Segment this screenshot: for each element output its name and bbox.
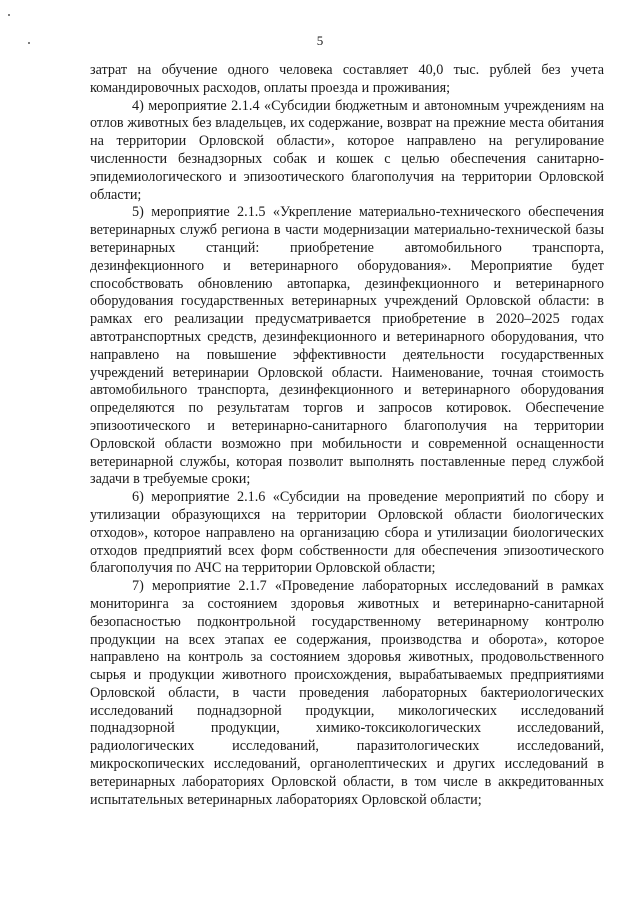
document-body xyxy=(90,62,604,809)
paragraph-measure-2-1-4: 4) мероприятие 2.1.4 «Субсидии бюджетным и автономным учреждениям на отлов животных без владельцев, их содержание, возврат на прежние места обитания на территории Орловской области», которое направлено на регулирование численности безнадзорных собак и кошек с целью обеспечения санитарно-эпидемиологического и эпизоотического благополучия на территории Орловской области; xyxy=(90,97,604,203)
page-number: 5 xyxy=(316,33,324,48)
paragraph-measure-2-1-6: 6) мероприятие 2.1.6 «Субсидии на проведение мероприятий по сбору и утилизации образующихся на территории Орловской области биологических отходов», которое направлено на организацию сбора и утилизации биологических отходов предприятий всех форм собственности для обеспечения эпизоотического благополучия по АЧС на территории Орловской области; xyxy=(90,489,604,577)
paragraph-continuation: затрат на обучение одного человека составляет 40,0 тыс. рублей без учета командировочных расходов, оплаты проезда и проживания; xyxy=(90,62,604,96)
paragraph-measure-2-1-5: 5) мероприятие 2.1.5 «Укрепление материально-технического обеспечения ветеринарных служб региона в части модернизации материально-технической базы ветеринарных станций: приобретение автомобильного транспорта, дезинфекционного и ветеринарного оборудования». Мероприятие будет способствовать обновлению автопарка, дезинфекционного и ветеринарного оборудования государственных ветеринарных учреждений Орловской области: в рамках его реализации предусматривается приобретение в 2020–2025 годах автотранспортных средств, дезинфекционного и ветеринарного оборудования, что направлено на повышение эффективности деятельности государственных учреждений ветеринарии Орловской области. Наименование, точная стоимость автомобильного транспорта, дезинфекционного и ветеринарного оборудования определяются по результатам торгов и запросов котировок. Обеспечение эпизоотического и ветеринарно-санитарного благополучия на территории Орловской области возможно при мобильности и современной оснащенности ветеринарной службы, которая позволит выполнять поставленные перед службой задачи в требуемые сроки; xyxy=(90,204,604,488)
scan-speck xyxy=(8,14,10,16)
paragraph-measure-2-1-7: 7) мероприятие 2.1.7 «Проведение лабораторных исследований в рамках мониторинга за состоянием здоровья животных и ветеринарно-санитарной безопасностью подконтрольной государственному ветеринарному контролю продукции на всех этапах ее содержания, производства и оборота», которое направлено на контроль за состоянием здоровья животных, продовольственного сырья и продукции животного происхождения, вырабатываемых предприятиями Орловской области, в части проведения лабораторных бактериологических исследований поднадзорной продукции, микологических исследований поднадзорной продукции, химико-токсикологических исследований, радиологических исследований, паразитологических исследований, микроскопических исследований, органолептических и других исследований в ветеринарных лабораториях Орловской области, в том числе в аккредитованных испытательных ветеринарных лабораториях Орловской области; xyxy=(90,578,604,808)
